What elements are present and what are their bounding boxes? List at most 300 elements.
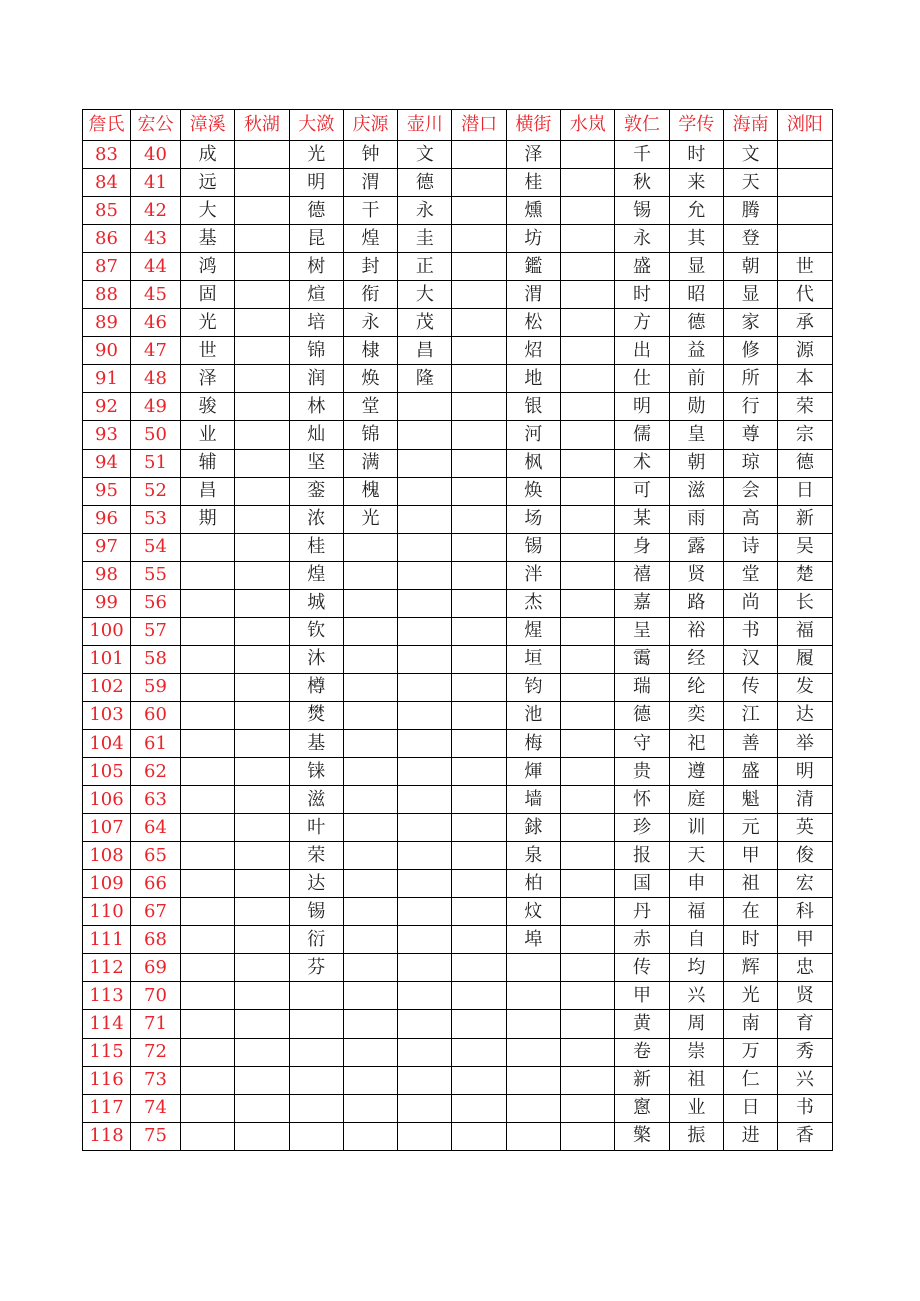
name-character-cell	[289, 1010, 343, 1038]
name-character-cell: 遵	[669, 758, 723, 786]
name-character-cell	[561, 926, 615, 954]
name-character-cell: 昌	[181, 477, 235, 505]
name-character-cell: 场	[506, 505, 560, 533]
name-character-cell: 汉	[723, 645, 777, 673]
name-character-cell: 埠	[506, 926, 560, 954]
name-character-cell	[181, 617, 235, 645]
name-character-cell: 出	[615, 337, 669, 365]
name-character-cell	[506, 1066, 560, 1094]
name-character-cell: 书	[723, 617, 777, 645]
generation-number-cell: 96	[83, 505, 131, 533]
name-character-cell	[778, 197, 832, 225]
name-character-cell: 光	[181, 309, 235, 337]
generation-number-cell: 88	[83, 281, 131, 309]
name-character-cell: 圭	[398, 225, 452, 253]
name-character-cell: 时	[669, 141, 723, 169]
name-character-cell: 煊	[289, 281, 343, 309]
name-character-cell: 露	[669, 533, 723, 561]
name-character-cell	[343, 1038, 397, 1066]
generation-number-cell: 56	[131, 589, 181, 617]
table-row	[83, 814, 833, 842]
name-character-cell: 滋	[669, 477, 723, 505]
name-character-cell	[235, 1094, 289, 1122]
table-row	[83, 421, 833, 449]
name-character-cell: 远	[181, 169, 235, 197]
name-character-cell	[181, 589, 235, 617]
generation-number-cell: 103	[83, 701, 131, 729]
name-character-cell	[235, 645, 289, 673]
name-character-cell: 时	[615, 281, 669, 309]
name-character-cell: 元	[723, 814, 777, 842]
name-character-cell	[343, 1094, 397, 1122]
name-character-cell: 允	[669, 197, 723, 225]
name-character-cell: 朝	[723, 253, 777, 281]
name-character-cell: 新	[615, 1066, 669, 1094]
table-row	[83, 1066, 833, 1094]
name-character-cell	[398, 589, 452, 617]
name-character-cell	[506, 954, 560, 982]
name-character-cell: 报	[615, 842, 669, 870]
name-character-cell	[181, 561, 235, 589]
name-character-cell: 桂	[289, 533, 343, 561]
name-character-cell: 腾	[723, 197, 777, 225]
generation-number-cell: 44	[131, 253, 181, 281]
column-header: 漳溪	[181, 110, 235, 141]
name-character-cell: 路	[669, 589, 723, 617]
name-character-cell	[452, 533, 506, 561]
name-character-cell	[778, 225, 832, 253]
name-character-cell	[398, 561, 452, 589]
generation-number-cell: 101	[83, 645, 131, 673]
name-character-cell	[778, 141, 832, 169]
table-row	[83, 1094, 833, 1122]
name-character-cell	[561, 786, 615, 814]
name-character-cell: 衍	[289, 926, 343, 954]
name-character-cell	[561, 505, 615, 533]
column-header: 壶川	[398, 110, 452, 141]
table-row	[83, 673, 833, 701]
name-character-cell: 固	[181, 281, 235, 309]
name-character-cell: 燻	[506, 197, 560, 225]
name-character-cell	[452, 786, 506, 814]
table-row	[83, 701, 833, 729]
name-character-cell	[506, 1094, 560, 1122]
generation-number-cell: 47	[131, 337, 181, 365]
generation-number-cell: 53	[131, 505, 181, 533]
name-character-cell: 南	[723, 1010, 777, 1038]
name-character-cell: 业	[669, 1094, 723, 1122]
name-character-cell	[235, 954, 289, 982]
name-character-cell	[343, 561, 397, 589]
name-character-cell: 丹	[615, 898, 669, 926]
name-character-cell: 高	[723, 505, 777, 533]
name-character-cell: 浓	[289, 505, 343, 533]
generation-number-cell: 117	[83, 1094, 131, 1122]
name-character-cell	[235, 842, 289, 870]
name-character-cell: 林	[289, 393, 343, 421]
name-character-cell	[452, 842, 506, 870]
name-character-cell	[235, 197, 289, 225]
name-character-cell	[235, 589, 289, 617]
name-character-cell: 祖	[669, 1066, 723, 1094]
name-character-cell: 科	[778, 898, 832, 926]
name-character-cell	[181, 870, 235, 898]
name-character-cell	[452, 365, 506, 393]
name-character-cell	[561, 982, 615, 1010]
name-character-cell	[452, 673, 506, 701]
name-character-cell: 煌	[343, 225, 397, 253]
name-character-cell: 墙	[506, 786, 560, 814]
name-character-cell: 育	[778, 1010, 832, 1038]
name-character-cell	[452, 281, 506, 309]
generation-number-cell: 106	[83, 786, 131, 814]
name-character-cell: 明	[289, 169, 343, 197]
generation-number-cell: 50	[131, 421, 181, 449]
name-character-cell	[452, 870, 506, 898]
generation-number-cell: 97	[83, 533, 131, 561]
name-character-cell: 天	[723, 169, 777, 197]
name-character-cell: 钦	[289, 617, 343, 645]
name-character-cell	[235, 477, 289, 505]
generation-number-cell: 52	[131, 477, 181, 505]
generation-number-cell: 100	[83, 617, 131, 645]
name-character-cell: 甲	[615, 982, 669, 1010]
name-character-cell	[235, 1038, 289, 1066]
name-character-cell: 泽	[181, 365, 235, 393]
column-header: 海南	[723, 110, 777, 141]
name-character-cell	[561, 561, 615, 589]
name-character-cell	[398, 898, 452, 926]
name-character-cell: 某	[615, 505, 669, 533]
name-character-cell	[235, 309, 289, 337]
table-row	[83, 729, 833, 757]
name-character-cell	[235, 337, 289, 365]
table-row	[83, 982, 833, 1010]
name-character-cell	[235, 253, 289, 281]
name-character-cell	[452, 617, 506, 645]
generation-number-cell: 59	[131, 673, 181, 701]
table-row	[83, 870, 833, 898]
name-character-cell	[181, 758, 235, 786]
name-character-cell	[398, 421, 452, 449]
name-character-cell	[452, 393, 506, 421]
name-character-cell	[181, 645, 235, 673]
table-row	[83, 365, 833, 393]
name-character-cell: 池	[506, 701, 560, 729]
name-character-cell	[289, 1122, 343, 1150]
name-character-cell: 福	[669, 898, 723, 926]
name-character-cell: 贵	[615, 758, 669, 786]
name-character-cell	[235, 505, 289, 533]
column-header: 水岚	[561, 110, 615, 141]
table-row	[83, 533, 833, 561]
name-character-cell	[235, 1010, 289, 1038]
name-character-cell: 益	[669, 337, 723, 365]
name-character-cell: 可	[615, 477, 669, 505]
name-character-cell	[452, 1122, 506, 1150]
name-character-cell	[235, 281, 289, 309]
name-character-cell	[343, 926, 397, 954]
name-character-cell	[561, 365, 615, 393]
name-character-cell: 银	[506, 393, 560, 421]
name-character-cell: 代	[778, 281, 832, 309]
name-character-cell: 沐	[289, 645, 343, 673]
name-character-cell	[235, 814, 289, 842]
name-character-cell: 檠	[615, 1122, 669, 1150]
name-character-cell: 树	[289, 253, 343, 281]
name-character-cell: 大	[398, 281, 452, 309]
name-character-cell	[235, 561, 289, 589]
name-character-cell	[398, 393, 452, 421]
name-character-cell: 堂	[343, 393, 397, 421]
name-character-cell	[235, 365, 289, 393]
name-character-cell	[343, 1122, 397, 1150]
generation-number-cell: 115	[83, 1038, 131, 1066]
name-character-cell	[235, 673, 289, 701]
name-character-cell: 甲	[778, 926, 832, 954]
name-character-cell: 雨	[669, 505, 723, 533]
name-character-cell: 国	[615, 870, 669, 898]
generation-number-cell: 94	[83, 449, 131, 477]
generation-number-cell: 63	[131, 786, 181, 814]
name-character-cell	[506, 1010, 560, 1038]
name-character-cell: 禧	[615, 561, 669, 589]
name-character-cell: 成	[181, 141, 235, 169]
name-character-cell: 宗	[778, 421, 832, 449]
name-character-cell: 灿	[289, 421, 343, 449]
name-character-cell: 时	[723, 926, 777, 954]
name-character-cell	[398, 505, 452, 533]
name-character-cell: 万	[723, 1038, 777, 1066]
generation-name-table	[82, 109, 833, 1151]
name-character-cell: 宏	[778, 870, 832, 898]
name-character-cell: 俊	[778, 842, 832, 870]
name-character-cell	[452, 421, 506, 449]
name-character-cell	[235, 617, 289, 645]
name-character-cell: 秋	[615, 169, 669, 197]
name-character-cell: 炆	[506, 898, 560, 926]
name-character-cell: 茂	[398, 309, 452, 337]
name-character-cell: 德	[669, 309, 723, 337]
name-character-cell	[398, 533, 452, 561]
name-character-cell: 崇	[669, 1038, 723, 1066]
generation-number-cell: 116	[83, 1066, 131, 1094]
name-character-cell	[452, 141, 506, 169]
name-character-cell: 源	[778, 337, 832, 365]
name-character-cell: 永	[615, 225, 669, 253]
name-character-cell	[452, 926, 506, 954]
table-row	[83, 281, 833, 309]
name-character-cell: 辉	[723, 954, 777, 982]
name-character-cell	[452, 169, 506, 197]
name-character-cell: 铼	[289, 758, 343, 786]
column-header: 大潋	[289, 110, 343, 141]
name-character-cell	[561, 898, 615, 926]
name-character-cell: 棣	[343, 337, 397, 365]
name-character-cell	[398, 786, 452, 814]
name-character-cell: 昌	[398, 337, 452, 365]
name-character-cell	[452, 505, 506, 533]
name-character-cell	[235, 449, 289, 477]
generation-number-cell: 73	[131, 1066, 181, 1094]
name-character-cell	[452, 337, 506, 365]
name-character-cell	[452, 898, 506, 926]
table-body	[83, 141, 833, 1151]
name-character-cell	[343, 589, 397, 617]
name-character-cell: 炤	[506, 337, 560, 365]
name-character-cell: 守	[615, 729, 669, 757]
name-character-cell: 达	[778, 701, 832, 729]
name-character-cell: 德	[778, 449, 832, 477]
name-character-cell: 大	[181, 197, 235, 225]
name-character-cell	[452, 982, 506, 1010]
name-character-cell	[561, 758, 615, 786]
name-character-cell	[343, 617, 397, 645]
name-character-cell: 周	[669, 1010, 723, 1038]
name-character-cell	[181, 786, 235, 814]
name-character-cell: 振	[669, 1122, 723, 1150]
name-character-cell	[452, 954, 506, 982]
name-character-cell	[452, 729, 506, 757]
name-character-cell: 千	[615, 141, 669, 169]
column-header: 秋湖	[235, 110, 289, 141]
name-character-cell	[235, 870, 289, 898]
name-character-cell	[398, 449, 452, 477]
name-character-cell	[289, 1094, 343, 1122]
name-character-cell: 世	[778, 253, 832, 281]
generation-number-cell: 111	[83, 926, 131, 954]
name-character-cell: 培	[289, 309, 343, 337]
name-character-cell	[289, 1066, 343, 1094]
name-character-cell	[235, 533, 289, 561]
name-character-cell: 经	[669, 645, 723, 673]
generation-number-cell: 66	[131, 870, 181, 898]
name-character-cell: 盛	[723, 758, 777, 786]
generation-number-cell: 70	[131, 982, 181, 1010]
generation-number-cell: 43	[131, 225, 181, 253]
name-character-cell: 甲	[723, 842, 777, 870]
name-character-cell: 登	[723, 225, 777, 253]
generation-number-cell: 108	[83, 842, 131, 870]
name-character-cell: 鸿	[181, 253, 235, 281]
table-row	[83, 561, 833, 589]
generation-number-cell: 102	[83, 673, 131, 701]
name-character-cell: 进	[723, 1122, 777, 1150]
name-character-cell	[778, 169, 832, 197]
name-character-cell	[289, 982, 343, 1010]
name-character-cell	[181, 1094, 235, 1122]
name-character-cell: 锦	[289, 337, 343, 365]
name-character-cell: 滋	[289, 786, 343, 814]
name-character-cell: 行	[723, 393, 777, 421]
generation-number-cell: 91	[83, 365, 131, 393]
name-character-cell	[561, 701, 615, 729]
name-character-cell: 本	[778, 365, 832, 393]
generation-number-cell: 69	[131, 954, 181, 982]
name-character-cell	[343, 1066, 397, 1094]
name-character-cell	[398, 1010, 452, 1038]
generation-number-cell: 114	[83, 1010, 131, 1038]
generation-number-cell: 112	[83, 954, 131, 982]
name-character-cell: 术	[615, 449, 669, 477]
name-character-cell	[398, 645, 452, 673]
name-character-cell: 贤	[778, 982, 832, 1010]
name-character-cell: 其	[669, 225, 723, 253]
name-character-cell: 楚	[778, 561, 832, 589]
name-character-cell	[561, 225, 615, 253]
name-character-cell	[181, 982, 235, 1010]
name-character-cell: 荣	[778, 393, 832, 421]
name-character-cell	[452, 225, 506, 253]
name-character-cell	[561, 1038, 615, 1066]
name-character-cell	[561, 870, 615, 898]
name-character-cell	[452, 561, 506, 589]
name-character-cell	[398, 814, 452, 842]
name-character-cell	[343, 898, 397, 926]
name-character-cell: 期	[181, 505, 235, 533]
name-character-cell	[181, 729, 235, 757]
name-character-cell	[343, 729, 397, 757]
name-character-cell: 正	[398, 253, 452, 281]
name-character-cell	[452, 1038, 506, 1066]
name-character-cell	[561, 842, 615, 870]
name-character-cell	[343, 786, 397, 814]
table-row	[83, 393, 833, 421]
name-character-cell: 柏	[506, 870, 560, 898]
header-row	[83, 110, 833, 141]
name-character-cell	[343, 673, 397, 701]
name-character-cell	[452, 645, 506, 673]
name-character-cell: 江	[723, 701, 777, 729]
name-character-cell	[561, 533, 615, 561]
name-character-cell: 清	[778, 786, 832, 814]
name-character-cell: 隆	[398, 365, 452, 393]
name-character-cell	[181, 1066, 235, 1094]
generation-number-cell: 71	[131, 1010, 181, 1038]
column-header: 潜口	[452, 110, 506, 141]
name-character-cell: 庭	[669, 786, 723, 814]
name-character-cell	[398, 870, 452, 898]
generation-number-cell: 74	[131, 1094, 181, 1122]
name-character-cell: 松	[506, 309, 560, 337]
name-character-cell: 身	[615, 533, 669, 561]
name-character-cell	[343, 701, 397, 729]
table-row	[83, 645, 833, 673]
name-character-cell: 尚	[723, 589, 777, 617]
generation-number-cell: 99	[83, 589, 131, 617]
name-character-cell: 辅	[181, 449, 235, 477]
name-character-cell: 尊	[723, 421, 777, 449]
name-character-cell	[181, 842, 235, 870]
name-character-cell: 钟	[343, 141, 397, 169]
name-character-cell	[343, 645, 397, 673]
name-character-cell: 锦	[343, 421, 397, 449]
name-character-cell	[235, 225, 289, 253]
generation-number-cell: 58	[131, 645, 181, 673]
table-row	[83, 449, 833, 477]
name-character-cell: 坊	[506, 225, 560, 253]
name-character-cell: 书	[778, 1094, 832, 1122]
name-character-cell: 会	[723, 477, 777, 505]
name-character-cell	[235, 141, 289, 169]
name-character-cell: 日	[778, 477, 832, 505]
name-character-cell: 鑑	[506, 253, 560, 281]
name-character-cell	[181, 533, 235, 561]
name-character-cell: 日	[723, 1094, 777, 1122]
name-character-cell	[235, 1066, 289, 1094]
name-character-cell: 仕	[615, 365, 669, 393]
name-character-cell	[235, 421, 289, 449]
